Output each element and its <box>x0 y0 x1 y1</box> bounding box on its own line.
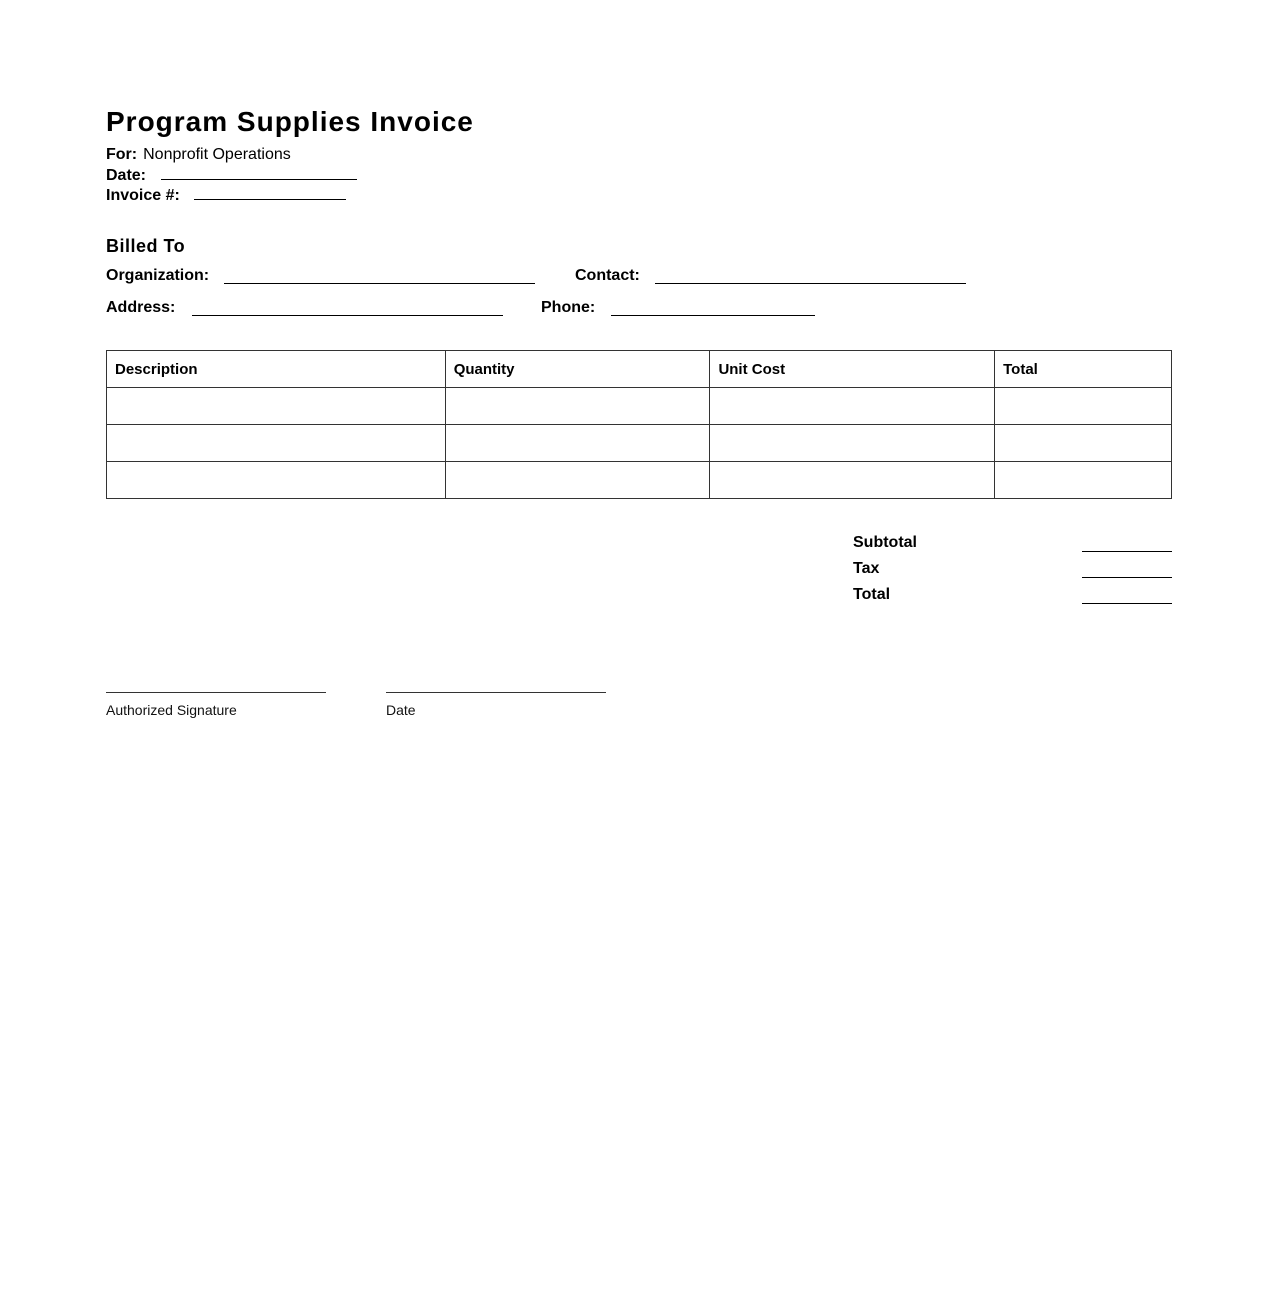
cell-description[interactable] <box>107 425 446 462</box>
cell-total[interactable] <box>995 425 1172 462</box>
for-value: Nonprofit Operations <box>143 146 291 163</box>
cell-quantity[interactable] <box>445 388 710 425</box>
cell-description[interactable] <box>107 388 446 425</box>
total-field[interactable] <box>1082 603 1172 604</box>
total-label: Total <box>853 586 891 603</box>
billed-to-heading: Billed To <box>106 236 186 256</box>
address-label: Address: <box>106 299 176 316</box>
authorized-signature-line[interactable] <box>106 692 326 693</box>
authorized-signature-label: Authorized Signature <box>106 702 237 718</box>
phone-field[interactable] <box>611 298 815 316</box>
meta-date-row <box>106 165 357 185</box>
line-items-table <box>106 350 1172 499</box>
address-field[interactable] <box>192 298 503 316</box>
column-header-quantity: Quantity <box>445 351 710 388</box>
address-field-group <box>106 298 503 318</box>
authorized-signature-block <box>106 692 326 718</box>
table-header-row <box>107 351 1172 388</box>
cell-unit-cost[interactable] <box>710 425 995 462</box>
signature-date-label: Date <box>386 702 416 718</box>
invoice-title: Program Supplies Invoice <box>106 106 474 137</box>
cell-quantity[interactable] <box>445 425 710 462</box>
subtotal-field[interactable] <box>1082 551 1172 552</box>
organization-field-group <box>106 266 535 286</box>
cell-quantity[interactable] <box>445 462 710 499</box>
cell-unit-cost[interactable] <box>710 462 995 499</box>
contact-field-group <box>575 266 966 286</box>
invoice-number-label: Invoice #: <box>106 187 180 204</box>
total-row <box>853 584 1172 610</box>
contact-label: Contact: <box>575 267 640 284</box>
tax-row <box>853 558 1172 584</box>
subtotal-row <box>853 532 1172 558</box>
invoice-meta <box>106 145 357 205</box>
totals-summary <box>853 532 1172 610</box>
cell-unit-cost[interactable] <box>710 388 995 425</box>
phone-field-group <box>541 298 815 318</box>
tax-label: Tax <box>853 560 880 577</box>
tax-field[interactable] <box>1082 577 1172 578</box>
for-label: For: <box>106 146 138 163</box>
phone-label: Phone: <box>541 299 596 316</box>
signature-date-line[interactable] <box>386 692 606 693</box>
subtotal-label: Subtotal <box>853 534 917 551</box>
contact-field[interactable] <box>655 266 966 284</box>
cell-description[interactable] <box>107 462 446 499</box>
table-row <box>107 388 1172 425</box>
column-header-description: Description <box>107 351 446 388</box>
signature-date-block <box>386 692 606 718</box>
invoice-number-field[interactable] <box>194 185 346 200</box>
meta-invoice-row <box>106 185 357 205</box>
organization-field[interactable] <box>224 266 535 284</box>
organization-label: Organization: <box>106 267 210 284</box>
table-row <box>107 425 1172 462</box>
column-header-total: Total <box>995 351 1172 388</box>
date-field[interactable] <box>161 165 357 180</box>
table-row <box>107 462 1172 499</box>
cell-total[interactable] <box>995 462 1172 499</box>
date-label: Date: <box>106 167 147 184</box>
column-header-unit-cost: Unit Cost <box>710 351 995 388</box>
meta-for-row <box>106 145 357 165</box>
cell-total[interactable] <box>995 388 1172 425</box>
